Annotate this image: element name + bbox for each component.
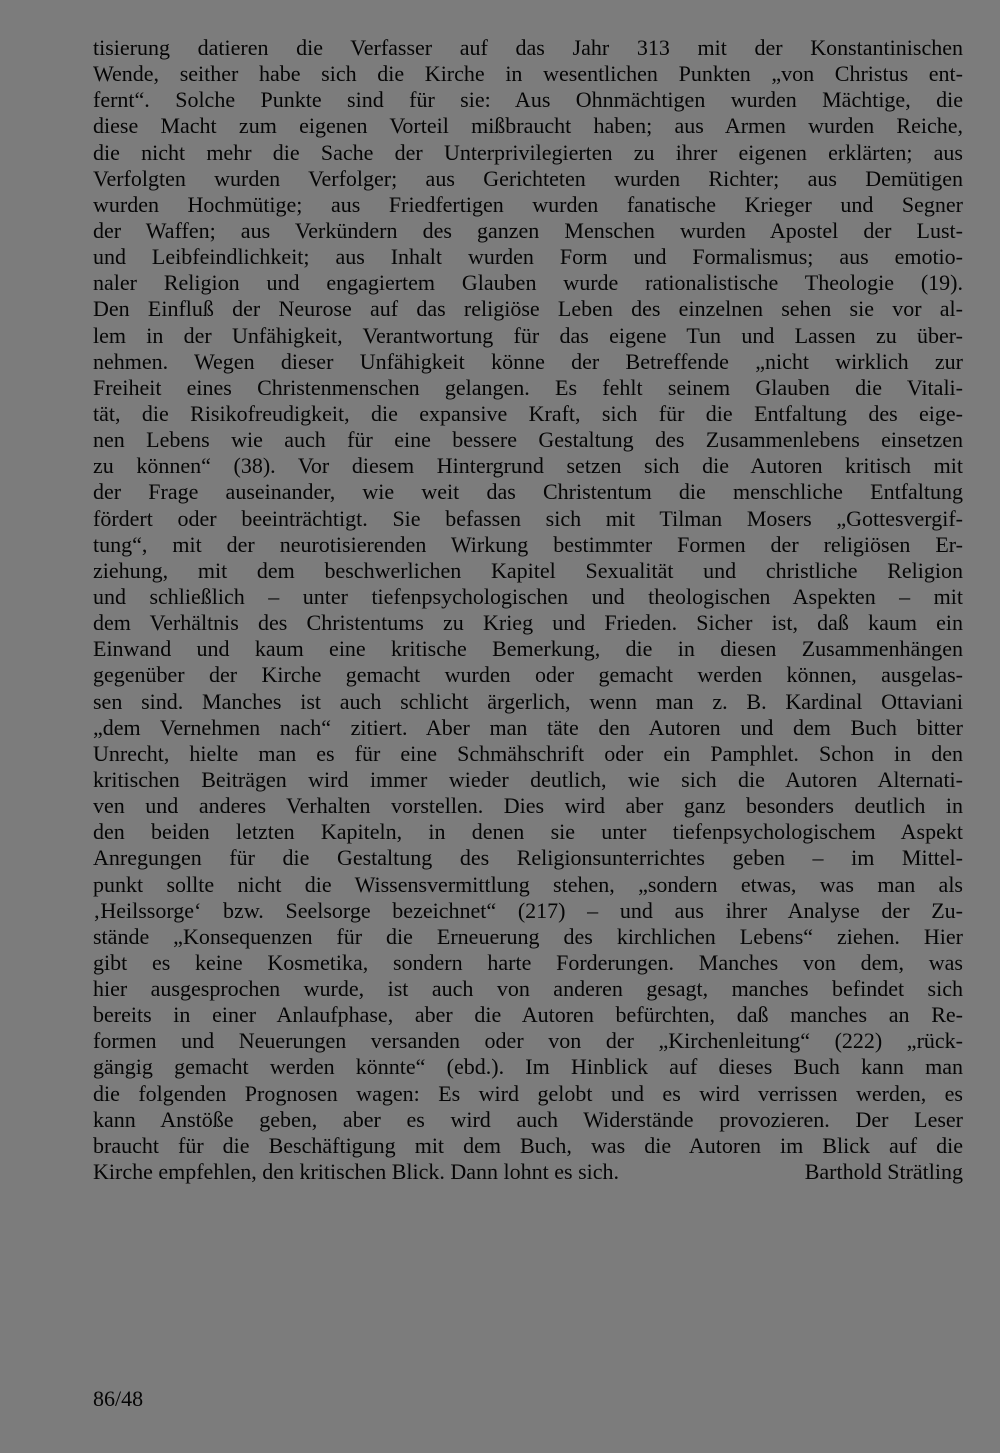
text-line: kritischen Beiträgen wird immer wieder deutlich, wie sich die Autoren Alternati- [93, 766, 963, 792]
text-line: Unrecht, hielte man es für eine Schmähschrift oder ein Pamphlet. Schon in den [93, 740, 963, 766]
review-body-text [93, 35, 963, 1185]
text-line: fernt“. Solche Punkte sind für sie: Aus Ohnmächtigen wurden Mächtige, die [93, 87, 963, 113]
text-line: zu können“ (38). Vor diesem Hintergrund setzen sich die Autoren kritisch mit [93, 453, 963, 479]
text-line: ven und anderes Verhalten vorstellen. Dies wird aber ganz besonders deutlich in [93, 793, 963, 819]
text-line: ‚Heilssorge‘ bzw. Seelsorge bezeichnet“ (217) – und aus ihrer Analyse der Zu- [93, 897, 963, 923]
text-line: ziehung, mit dem beschwerlichen Kapitel Sexualität und christliche Religion [93, 557, 963, 583]
text-line: Anregungen für die Gestaltung des Religionsunterrichtes geben – im Mittel- [93, 845, 963, 871]
text-line: kann Anstöße geben, aber es wird auch Widerstände provozieren. Der Leser [93, 1106, 963, 1132]
text-line: formen und Neuerungen versanden oder von der „Kirchenleitung“ (222) „rück- [93, 1028, 963, 1054]
text-line: den beiden letzten Kapiteln, in denen sie unter tiefenpsychologischem Aspekt [93, 819, 963, 845]
text-line: nehmen. Wegen dieser Unfähigkeit könne der Betreffende „nicht wirklich zur [93, 348, 963, 374]
text-line: hier ausgesprochen wurde, ist auch von anderen gesagt, manches befindet sich [93, 976, 963, 1002]
text-line: tät, die Risikofreudigkeit, die expansive Kraft, sich für die Entfaltung des eige- [93, 400, 963, 426]
text-line: fördert oder beeinträchtigt. Sie befassen sich mit Tilman Mosers „Gottesvergif- [93, 505, 963, 531]
text-line: Freiheit eines Christenmenschen gelangen. Es fehlt seinem Glauben die Vitali- [93, 374, 963, 400]
text-line: Einwand und kaum eine kritische Bemerkung, die in diesen Zusammenhängen [93, 636, 963, 662]
text-line: lem in der Unfähigkeit, Verantwortung für das eigene Tun und Lassen zu über- [93, 322, 963, 348]
text-line: gegenüber der Kirche gemacht wurden oder gemacht werden können, ausgelas- [93, 662, 963, 688]
text-line: Verfolgten wurden Verfolger; aus Gerichteten wurden Richter; aus Demütigen [93, 165, 963, 191]
text-line: die nicht mehr die Sache der Unterprivilegierten zu ihrer eigenen erklärten; aus [93, 139, 963, 165]
text-line: tisierung datieren die Verfasser auf das Jahr 313 mit der Konstantinischen [93, 35, 963, 60]
text-line: der Waffen; aus Verkündern des ganzen Menschen wurden Apostel der Lust- [93, 217, 963, 243]
text-line: dem Verhältnis des Christentums zu Krieg und Frieden. Sicher ist, daß kaum ein [93, 610, 963, 636]
text-line: naler Religion und engagiertem Glauben wurde rationalistische Theologie (19). [93, 270, 963, 296]
text-line: punkt sollte nicht die Wissensvermittlung stehen, „sondern etwas, was man als [93, 871, 963, 897]
text-line: und Leibfeindlichkeit; aus Inhalt wurden Form und Formalismus; aus emotio- [93, 244, 963, 270]
text-line: die folgenden Prognosen wagen: Es wird gelobt und es wird verrissen werden, es [93, 1080, 963, 1106]
text-line: gibt es keine Kosmetika, sondern harte Forderungen. Manches von dem, was [93, 949, 963, 975]
text-line: diese Macht zum eigenen Vorteil mißbraucht haben; aus Armen wurden Reiche, [93, 113, 963, 139]
text-line: sen sind. Manches ist auch schlicht ärgerlich, wenn man z. B. Kardinal Ottaviani [93, 688, 963, 714]
text-line: gängig gemacht werden könnte“ (ebd.). Im Hinblick auf dieses Buch kann man [93, 1054, 963, 1080]
text-line: der Frage auseinander, wie weit das Christentum die menschliche Entfaltung [93, 479, 963, 505]
text-line: und schließlich – unter tiefenpsychologischen und theologischen Aspekten – mit [93, 583, 963, 609]
closing-sentence: Kirche empfehlen, den kritischen Blick. Dann lohnt es sich. [93, 1159, 620, 1185]
text-line: wurden Hochmütige; aus Friedfertigen wurden fanatische Krieger und Segner [93, 191, 963, 217]
text-line: tung“, mit der neurotisierenden Wirkung bestimmter Formen der religiösen Er- [93, 531, 963, 557]
text-line: braucht für die Beschäftigung mit dem Buch, was die Autoren im Blick auf die [93, 1132, 963, 1158]
text-line: Den Einfluß der Neurose auf das religiöse Leben des einzelnen sehen sie vor al- [93, 296, 963, 322]
text-line: nen Lebens wie auch für eine bessere Gestaltung des Zusammenlebens einsetzen [93, 427, 963, 453]
page-number: 86/48 [93, 1386, 144, 1411]
text-line: „dem Vernehmen nach“ zitiert. Aber man täte den Autoren und dem Buch bitter [93, 714, 963, 740]
text-line: bereits in einer Anlaufphase, aber die Autoren befürchten, daß manches an Re- [93, 1002, 963, 1028]
closing-line [93, 1159, 963, 1185]
text-line: Wende, seither habe sich die Kirche in wesentlichen Punkten „von Christus ent- [93, 61, 963, 87]
text-line: stände „Konsequenzen für die Erneuerung des kirchlichen Lebens“ ziehen. Hier [93, 923, 963, 949]
author-signature: Barthold Strätling [804, 1159, 963, 1185]
